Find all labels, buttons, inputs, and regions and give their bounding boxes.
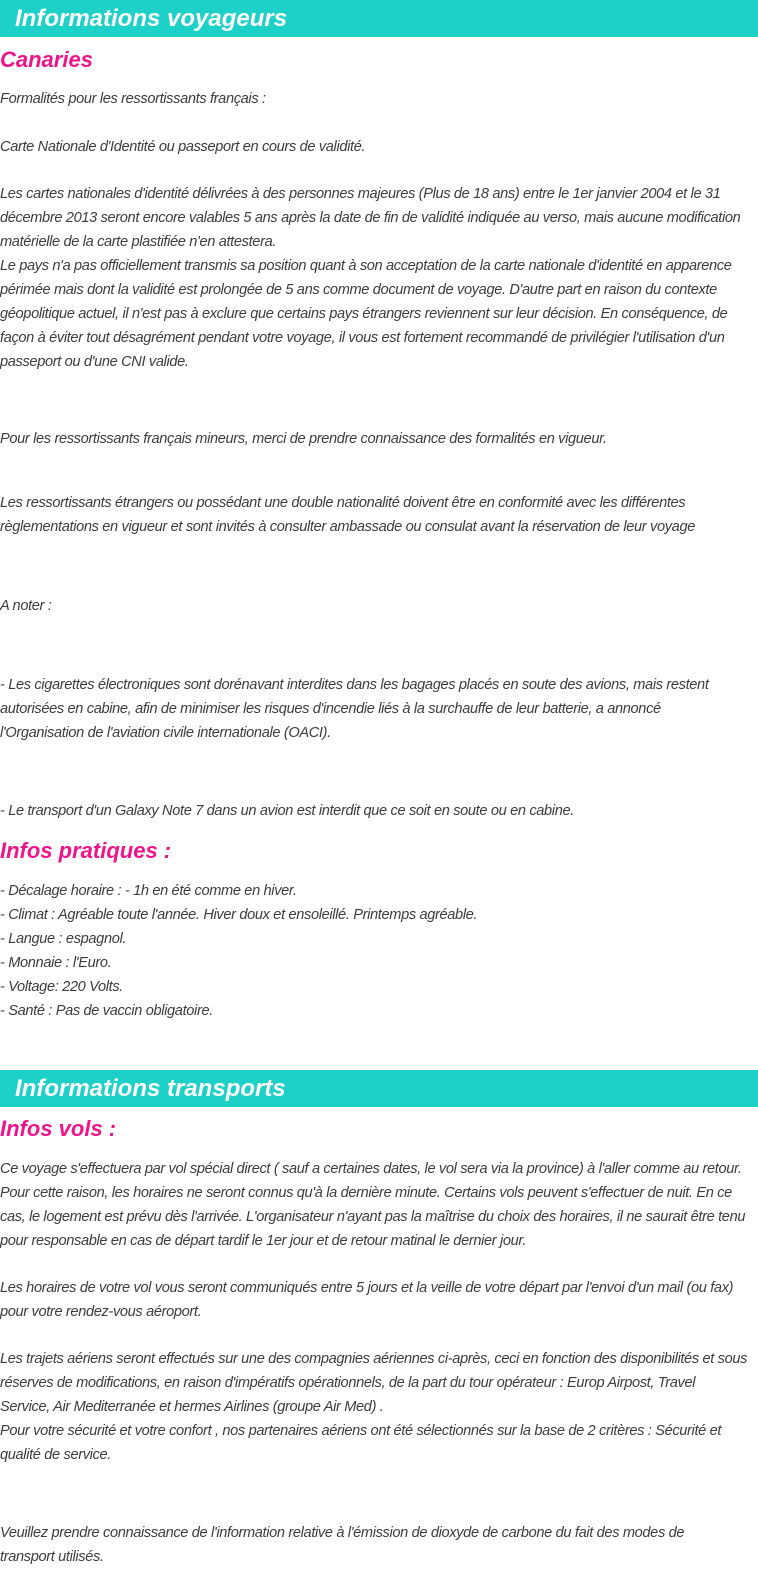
text-line: Veuillez prendre connaissance de l'information relative à l'émission de dioxyde de carbone du fait des modes de bbox=[0, 1525, 685, 1541]
cigarettes-paragraph bbox=[0, 673, 758, 745]
text-line: Pour cette raison, les horaires ne seront connus qu'à la dernière minute. Certains vols peuvent s'effectuer de nuit. En ce bbox=[0, 1185, 732, 1201]
list-item: - Monnaie : l'Euro. bbox=[0, 955, 112, 971]
list-item: - Langue : espagnol. bbox=[0, 931, 127, 947]
a-noter-label: A noter : bbox=[0, 598, 52, 614]
text-line: passeport ou d'une CNI valide. bbox=[0, 354, 189, 370]
text-line: façon à éviter tout désagrément pendant votre voyage, il vous est fortement recommandé de privilégier l'utilisation d'un bbox=[0, 330, 725, 346]
cni-paragraph: Carte Nationale d'Identité ou passeport en cours de validité. bbox=[0, 139, 366, 155]
formalites-title: Formalités pour les ressortissants français : bbox=[0, 91, 266, 107]
cni-details-paragraph bbox=[0, 182, 758, 374]
text-line: règlementations en vigueur et sont invités à consulter ambassade ou consulat avant la réservation de leur voyage bbox=[0, 519, 695, 535]
galaxy-paragraph: - Le transport d'un Galaxy Note 7 dans un avion est interdit que ce soit en soute ou en cabine. bbox=[0, 803, 574, 819]
text-line: décembre 2013 seront encore valables 5 ans après la date de fin de validité indiquée au verso, mais aucune modification bbox=[0, 210, 741, 226]
section-banner-voyageurs: Informations voyageurs bbox=[0, 0, 758, 37]
text-line: qualité de service. bbox=[0, 1447, 111, 1463]
list-item: - Santé : Pas de vaccin obligatoire. bbox=[0, 1003, 213, 1019]
mineurs-paragraph: Pour les ressortissants français mineurs, merci de prendre connaissance des formalités en vigueur. bbox=[0, 431, 607, 447]
vol-special-paragraph bbox=[0, 1157, 758, 1253]
list-item: - Décalage horaire : - 1h en été comme en hiver. bbox=[0, 883, 297, 899]
text-line: Le pays n'a pas officiellement transmis sa position quant à son acceptation de la carte nationale d'identité en apparence bbox=[0, 258, 732, 274]
list-item: - Voltage: 220 Volts. bbox=[0, 979, 123, 995]
text-line: transport utilisés. bbox=[0, 1549, 104, 1565]
text-line: pour responsable en cas de départ tardif le 1er jour et de retour matinal le dernier jour. bbox=[0, 1233, 527, 1249]
infos-pratiques-list bbox=[0, 879, 758, 1023]
compagnies-paragraph bbox=[0, 1347, 758, 1467]
etrangers-paragraph bbox=[0, 491, 758, 539]
text-line: Service, Air Mediterranée et hermes Airlines (groupe Air Med) . bbox=[0, 1399, 384, 1415]
infos-pratiques-heading: Infos pratiques : bbox=[0, 838, 172, 863]
text-line: - Les cigarettes électroniques sont dorénavant interdites dans les bagages placés en soute des avions, mais restent bbox=[0, 677, 709, 693]
text-line: Pour votre sécurité et votre confort , nos partenaires aériens ont été sélectionnés sur la base de 2 critères : Sécurité et bbox=[0, 1423, 722, 1439]
text-line: Ce voyage s'effectuera par vol spécial direct ( sauf a certaines dates, le vol sera via la province) à l'aller comme au retour. bbox=[0, 1161, 742, 1177]
list-item: - Climat : Agréable toute l'année. Hiver doux et ensoleillé. Printemps agréable. bbox=[0, 907, 478, 923]
text-line: l'Organisation de l'aviation civile internationale (OACI). bbox=[0, 725, 331, 741]
text-line: matérielle de la carte plastifiée n'en attestera. bbox=[0, 234, 277, 250]
text-line: Les cartes nationales d'identité délivrées à des personnes majeures (Plus de 18 ans) entre le 1er janvier 2004 et le 31 bbox=[0, 186, 721, 202]
text-line: pour votre rendez-vous aéroport. bbox=[0, 1304, 202, 1320]
co2-paragraph bbox=[0, 1521, 758, 1569]
infos-vols-heading: Infos vols : bbox=[0, 1116, 117, 1141]
text-line: cas, le logement est prévu dès l'arrivée. L'organisateur n'ayant pas la maîtrise du choix des horaires, il ne saurait être tenu bbox=[0, 1209, 746, 1225]
text-line: Les trajets aériens seront effectués sur une des compagnies aériennes ci-après, ceci en fonction des disponibilités et sous bbox=[0, 1351, 748, 1367]
horaires-paragraph bbox=[0, 1276, 758, 1324]
section-banner-transports: Informations transports bbox=[0, 1070, 758, 1107]
text-line: périmée mais dont la validité est prolongée de 5 ans comme document de voyage. D'autre part en raison du contexte bbox=[0, 282, 717, 298]
text-line: Les ressortissants étrangers ou possédant une double nationalité doivent être en conformité avec les différentes bbox=[0, 495, 686, 511]
text-line: réserves de modifications, en raison d'impératifs opérationnels, de la part du tour opérateur : Europ Airpost, Travel bbox=[0, 1375, 696, 1391]
text-line: Les horaires de votre vol vous seront communiqués entre 5 jours et la veille de votre départ par l'envoi d'un mail (ou fax) bbox=[0, 1280, 734, 1296]
text-line: autorisées en cabine, afin de minimiser les risques d'incendie liés à la surchauffe de leur batterie, a annoncé bbox=[0, 701, 661, 717]
destination-heading: Canaries bbox=[0, 47, 93, 72]
text-line: géopolitique actuel, il n'est pas à exclure que certains pays étrangers reviennent sur leur décision. En conséquence, de bbox=[0, 306, 728, 322]
